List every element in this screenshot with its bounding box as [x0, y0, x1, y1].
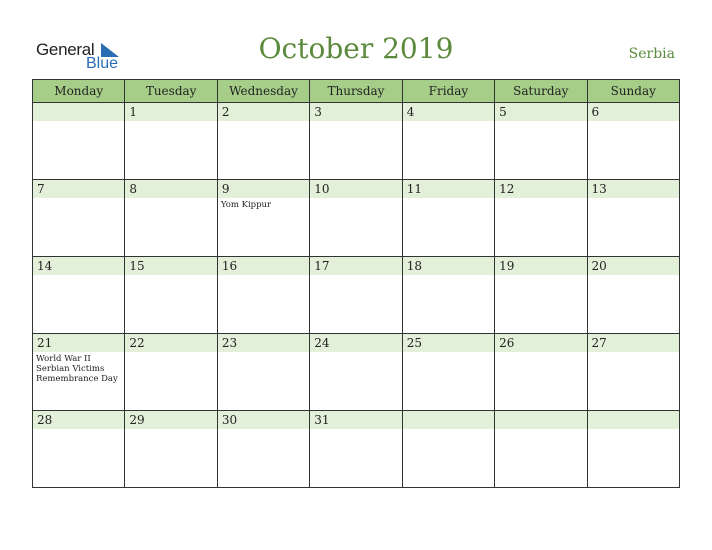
holiday-label: Yom Kippur: [220, 200, 272, 210]
day-number: 23: [218, 334, 309, 352]
calendar-day-cell: [402, 411, 494, 488]
day-number: 14: [33, 257, 124, 275]
day-number: 13: [588, 180, 679, 198]
calendar-day-cell: [587, 411, 679, 488]
calendar-day-cell: [33, 411, 125, 488]
calendar-day-cell: [217, 334, 309, 411]
day-number: 20: [588, 257, 679, 275]
day-number: 21: [33, 334, 124, 352]
calendar-day-cell: [587, 334, 679, 411]
day-number: 27: [588, 334, 679, 352]
day-number: 1: [125, 103, 216, 121]
day-number: 7: [33, 180, 124, 198]
calendar-day-cell: [495, 180, 587, 257]
calendar-day-cell: [310, 411, 402, 488]
calendar-day-cell: [310, 180, 402, 257]
day-number: 11: [403, 180, 494, 198]
calendar-day-cell: [310, 257, 402, 334]
weekday-header: Sunday: [587, 80, 679, 103]
calendar-day-cell: [402, 103, 494, 180]
day-number: 3: [310, 103, 401, 121]
day-number: 4: [403, 103, 494, 121]
page-title: October 2019: [258, 32, 454, 65]
calendar-day-cell: [587, 257, 679, 334]
weekday-header-row: [33, 80, 680, 103]
calendar-day-cell: [217, 411, 309, 488]
calendar-day-cell: [310, 103, 402, 180]
calendar-day-cell: [125, 411, 217, 488]
weekday-header: Friday: [402, 80, 494, 103]
day-number: 9: [218, 180, 309, 198]
calendar-day-cell: [33, 180, 125, 257]
calendar-day-cell: [495, 334, 587, 411]
weekday-header: Wednesday: [217, 80, 309, 103]
weekday-header: Saturday: [495, 80, 587, 103]
calendar-day-cell: [402, 257, 494, 334]
day-number: 31: [310, 411, 401, 429]
calendar-day-cell: [587, 180, 679, 257]
calendar-day-cell: [217, 103, 309, 180]
calendar-day-cell: [402, 180, 494, 257]
day-number: 2: [218, 103, 309, 121]
day-number: 28: [33, 411, 124, 429]
day-number: [33, 103, 124, 121]
calendar-week-row: [33, 257, 680, 334]
calendar-day-cell: [125, 180, 217, 257]
calendar-week-row: [33, 103, 680, 180]
calendar-day-cell: [587, 103, 679, 180]
day-number: 24: [310, 334, 401, 352]
calendar-day-cell: [125, 334, 217, 411]
day-number: 6: [588, 103, 679, 121]
day-number: 10: [310, 180, 401, 198]
holiday-label: World War II Serbian Victims Remembrance Day: [36, 354, 118, 384]
day-number: [495, 411, 586, 429]
calendar-day-cell: [217, 180, 309, 257]
day-number: 16: [218, 257, 309, 275]
calendar-week-row: [33, 180, 680, 257]
day-number: [588, 411, 679, 429]
calendar-day-cell: [310, 334, 402, 411]
day-number: 15: [125, 257, 216, 275]
logo-text-blue: Blue: [86, 55, 119, 72]
calendar-day-cell: [402, 334, 494, 411]
weekday-header: Tuesday: [125, 80, 217, 103]
day-number: 12: [495, 180, 586, 198]
calendar-week-row: [33, 334, 680, 411]
country-label: Serbia: [628, 46, 675, 62]
day-number: 8: [125, 180, 216, 198]
calendar-day-cell: [125, 257, 217, 334]
day-number: 22: [125, 334, 216, 352]
day-number: 5: [495, 103, 586, 121]
day-number: 30: [218, 411, 309, 429]
logo-text-general: General: [36, 40, 95, 59]
calendar-day-cell: [495, 257, 587, 334]
day-number: 29: [125, 411, 216, 429]
day-number: 25: [403, 334, 494, 352]
calendar-day-cell: [125, 103, 217, 180]
calendar-grid: [32, 79, 680, 488]
calendar-day-cell: [33, 334, 125, 411]
calendar-day-cell: [217, 257, 309, 334]
day-number: 17: [310, 257, 401, 275]
day-number: 19: [495, 257, 586, 275]
day-number: 18: [403, 257, 494, 275]
weekday-header: Monday: [33, 80, 125, 103]
calendar-week-row: [33, 411, 680, 488]
weekday-header: Thursday: [310, 80, 402, 103]
day-number: 26: [495, 334, 586, 352]
calendar-day-cell: [495, 411, 587, 488]
calendar-day-cell: [33, 103, 125, 180]
calendar-day-cell: [495, 103, 587, 180]
calendar-day-cell: [33, 257, 125, 334]
day-number: [403, 411, 494, 429]
